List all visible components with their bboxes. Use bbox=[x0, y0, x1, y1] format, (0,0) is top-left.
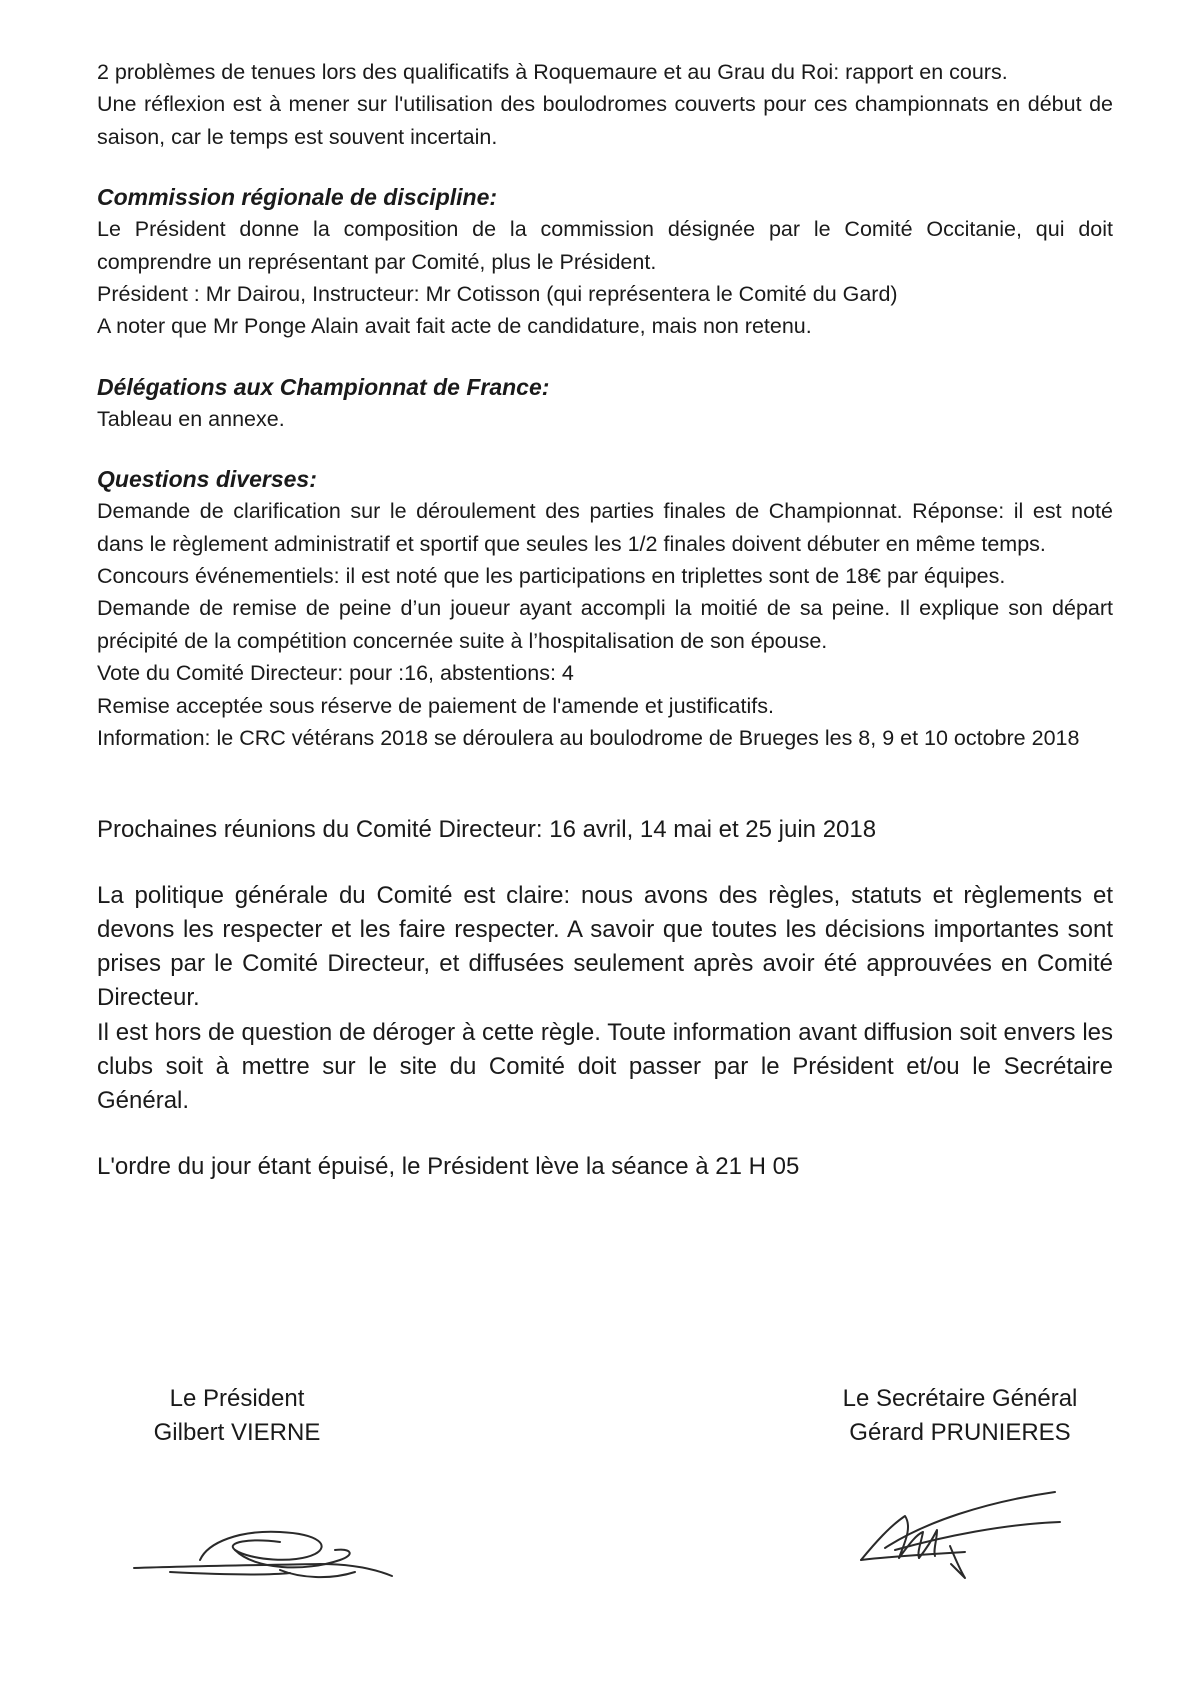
discipline-heading: Commission régionale de discipline: bbox=[97, 184, 498, 211]
intro-paragraph: Une réflexion est à mener sur l'utilisation des boulodromes couverts pour ces championnats en début de saison, car le temps est souvent incertain. bbox=[97, 92, 1113, 149]
discipline-paragraph: Président : Mr Dairou, Instructeur: Mr Cotisson (qui représentera le Comité du Gard) bbox=[97, 282, 898, 307]
policy-section bbox=[97, 879, 1113, 1118]
next-meetings-text: Prochaines réunions du Comité Directeur: 16 avril, 14 mai et 25 juin 2018 bbox=[97, 815, 877, 843]
discipline-paragraph: A noter que Mr Ponge Alain avait fait acte de candidature, mais non retenu. bbox=[97, 314, 812, 339]
secretary-name: Gérard PRUNIERES bbox=[849, 1419, 1071, 1446]
policy-paragraph: La politique générale du Comité est claire: nous avons des règles, statuts et règlements et devons les respecter et les faire respecter. A savoir que toutes les décisions importantes sont prises par le Comité Directeur, et diffusées seulement après avoir été approuvées en Comité Directeur. bbox=[97, 881, 1113, 1012]
secretary-signature-block bbox=[830, 1382, 1090, 1450]
next-meetings-section bbox=[97, 813, 1113, 847]
questions-paragraph: Concours événementiels: il est noté que les participations en triplettes sont de 18€ par équipes. bbox=[97, 564, 1006, 589]
questions-heading: Questions diverses: bbox=[97, 466, 317, 493]
secretary-role: Le Secrétaire Général bbox=[842, 1385, 1078, 1412]
discipline-paragraph: Le Président donne la composition de la commission désignée par le Comité Occitanie, qui doit comprendre un représentant par Comité, plus le Président. bbox=[97, 217, 1113, 274]
discipline-section bbox=[97, 213, 1113, 343]
closing-text: L'ordre du jour étant épuisé, le Président lève la séance à 21 H 05 bbox=[97, 1153, 800, 1181]
policy-paragraph: Il est hors de question de déroger à cette règle. Toute information avant diffusion soit envers les clubs soit à mettre sur le site du Comité doit passer par le Président et/ou le Secrétaire Général. bbox=[97, 1018, 1113, 1114]
president-signature-block bbox=[122, 1382, 352, 1450]
document-page bbox=[97, 56, 1113, 1184]
questions-paragraph: Information: le CRC vétérans 2018 se déroulera au boulodrome de Brueges les 8, 9 et 10 octobre 2018 bbox=[97, 726, 1080, 751]
delegations-heading: Délégations aux Championnat de France: bbox=[97, 373, 550, 400]
delegations-paragraph: Tableau en annexe. bbox=[97, 406, 285, 431]
closing-section bbox=[97, 1150, 1113, 1184]
president-signature-icon bbox=[130, 1520, 400, 1590]
questions-paragraph: Demande de clarification sur le déroulement des parties finales de Championnat. Réponse: il est noté dans le règlement administratif et sportif que seules les 1/2 finales doivent débuter en même temps. bbox=[97, 499, 1113, 556]
intro-section bbox=[97, 56, 1113, 153]
president-role: Le Président bbox=[169, 1385, 305, 1412]
president-name: Gilbert VIERNE bbox=[153, 1419, 321, 1446]
intro-paragraph: 2 problèmes de tenues lors des qualificatifs à Roquemaure et au Grau du Roi: rapport en cours. bbox=[97, 60, 1008, 84]
questions-paragraph: Remise acceptée sous réserve de paiement de l'amende et justificatifs. bbox=[97, 693, 774, 718]
secretary-signature-icon bbox=[855, 1488, 1065, 1583]
questions-paragraph: Demande de remise de peine d’un joueur ayant accompli la moitié de sa peine. Il explique son départ précipité de la compétition concernée suite à l’hospitalisation de son épouse. bbox=[97, 596, 1113, 653]
questions-paragraph: Vote du Comité Directeur: pour :16, abstentions: 4 bbox=[97, 661, 574, 686]
questions-section bbox=[97, 495, 1113, 754]
delegations-section bbox=[97, 403, 1113, 435]
